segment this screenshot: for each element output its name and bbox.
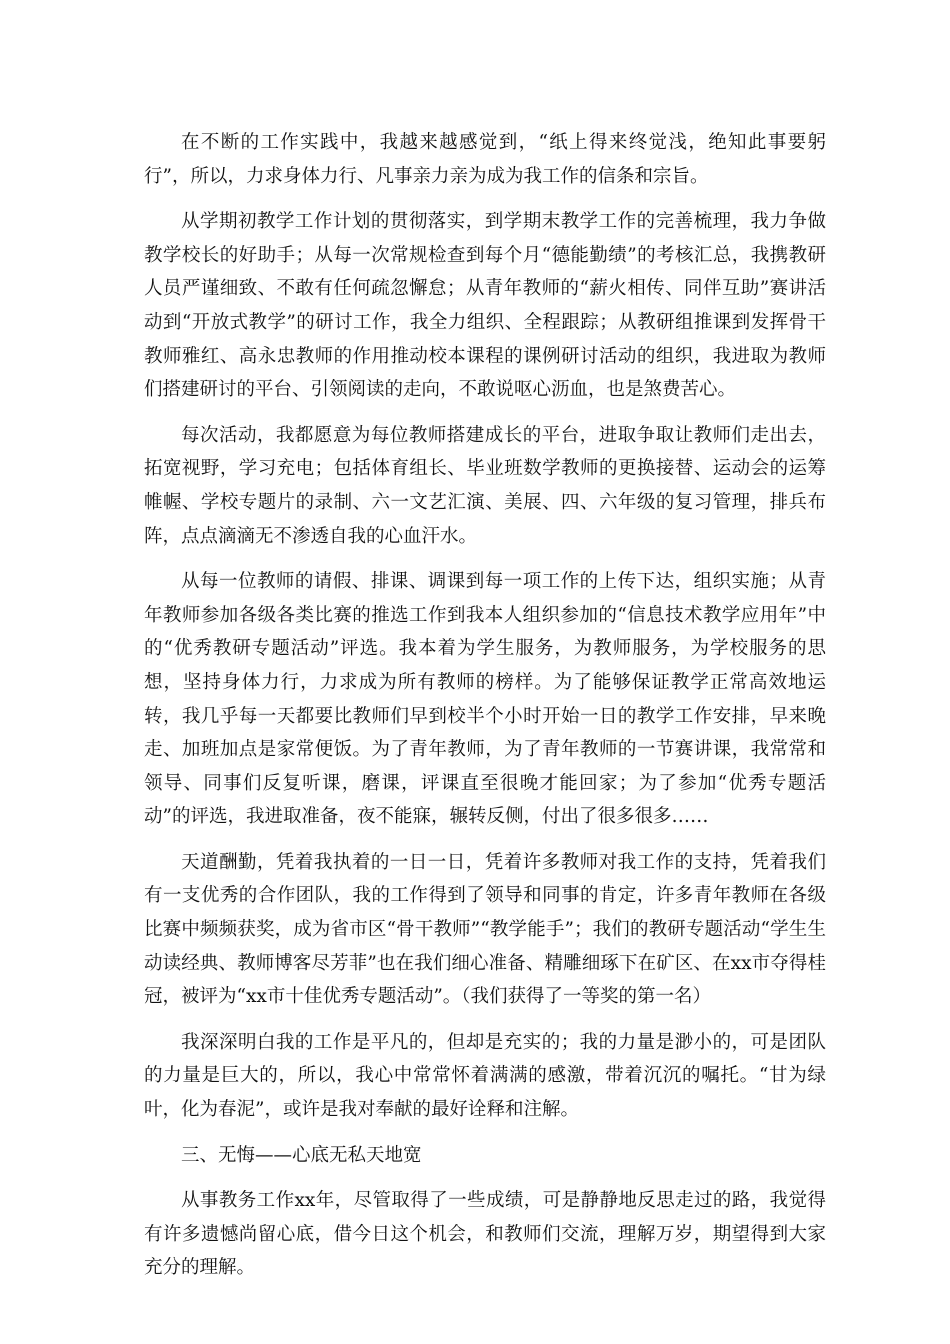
paragraph: 从每一位教师的请假、排课、调课到每一项工作的上传下达，组织实施；从青年教师参加各级各类比赛的推选工作到我本人组织参加的“信息技术教学应用年”中的“优秀教研专题活动”评选。我本着为学生服务，为教师服务，为学校服务的思想，坚持身体力行，力求成为所有教师的榜样。为了能够保证教学正常高效地运转，我几乎每一天都要比教师们早到校半个小时开始一日的教学工作安排，早来晚走、加班加点是家常便饭。为了青年教师，为了青年教师的一节赛讲课，我常常和领导、同事们反复听课，磨课，评课直至很晚才能回家；为了参加“优秀专题活动”的评选，我进取准备，夜不能寐，辗转反侧，付出了很多很多…… <box>144 571 826 828</box>
paragraph: 天道酬勤，凭着我执着的一日一日，凭着许多教师对我工作的支持，凭着我们有一支优秀的合作团队，我的工作得到了领导和同事的肯定，许多青年教师在各级比赛中频频获奖，成为省市区“骨干教师”“教学能手”；我们的教研专题活动“学生生动读经典、教师博客尽芳菲”也在我们细心准备、精雕细琢下在矿区、在xx市夺得桂冠，被评为“xx市十佳优秀专题活动”。（我们获得了一等奖的第一名） <box>144 851 826 1008</box>
closing-paragraph: 从事教务工作xx年，尽管取得了一些成绩，可是静静地反思走过的路，我觉得有许多遗憾尚留心底，借今日这个机会，和教师们交流，理解万岁，期望得到大家充分的理解。 <box>144 1190 826 1279</box>
section-heading: 三、无悔——心底无私天地宽 <box>181 1144 422 1166</box>
paragraph: 从学期初教学工作计划的贯彻落实，到学期末教学工作的完善梳理，我力争做教学校长的好助手；从每一次常规检查到每个月“德能勤绩”的考核汇总，我携教研人员严谨细致、不敢有任何疏忽懈怠；从青年教师的“薪火相传、同伴互助”赛讲活动到“开放式教学”的研讨工作，我全力组织、全程跟踪；从教研组推课到发挥骨干教师雅红、高永忠教师的作用推动校本课程的课例研讨活动的组织，我进取为教师们搭建研讨的平台、引领阅读的走向，不敢说呕心沥血，也是煞费苦心。 <box>144 211 826 401</box>
paragraph: 我深深明白我的工作是平凡的，但却是充实的；我的力量是渺小的，可是团队的力量是巨大的，所以，我心中常常怀着满满的感激，带着沉沉的嘱托。“甘为绿叶，化为春泥”，或许是我对奉献的最好诠释和注解。 <box>144 1031 826 1121</box>
document-body <box>144 126 826 1297</box>
paragraph: 每次活动，我都愿意为每位教师搭建成长的平台，进取争取让教师们走出去，拓宽视野，学习充电；包括体育组长、毕业班数学教师的更换接替、运动会的运筹帷幄、学校专题片的录制、六一文艺汇演、美展、四、六年级的复习管理，排兵布阵，点点滴滴无不渗透自我的心血汗水。 <box>144 424 826 547</box>
paragraph: 在不断的工作实践中，我越来越感觉到，“纸上得来终觉浅，绝知此事要躬行”，所以，力求身体力行、凡事亲力亲为成为我工作的信条和宗旨。 <box>144 132 826 187</box>
